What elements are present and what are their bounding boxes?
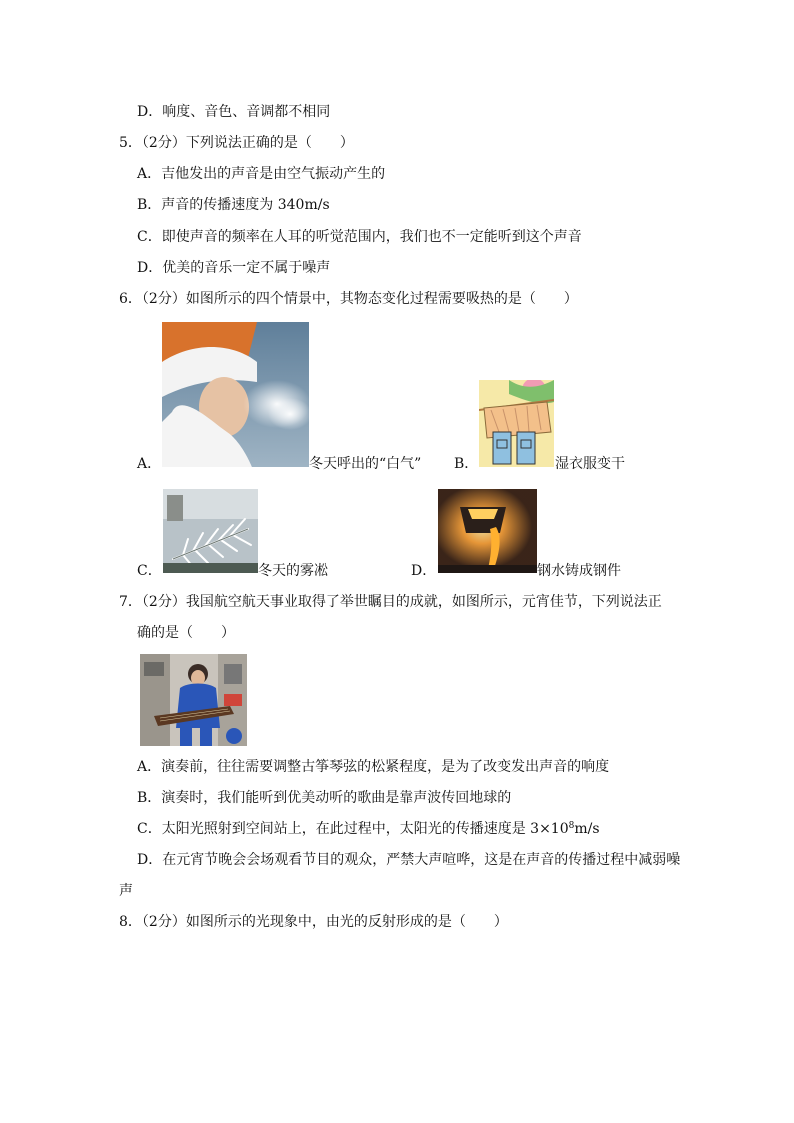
q5-option-a: A．吉他发出的声音是由空气振动产生的 — [137, 166, 386, 182]
rime-frost-photo — [163, 489, 258, 573]
q7-option-d-line2: 声 — [119, 883, 133, 899]
q6-option-d-caption: 钢水铸成钢件 — [537, 563, 621, 579]
q4-option-d: D．响度、音色、音调都不相同 — [137, 104, 331, 120]
santa-breath-photo — [162, 322, 309, 467]
q6-option-a-caption: 冬天呼出的“白气” — [309, 456, 422, 472]
astronaut-guzheng-photo — [140, 654, 247, 746]
q5-option-c: C．即使声音的频率在人耳的听觉范围内，我们也不一定能听到这个声音 — [137, 229, 582, 245]
q5-stem: 5．（2分）下列说法正确的是（ ） — [119, 135, 354, 151]
q7-option-c-unit: m/s — [574, 821, 600, 837]
q7-option-c-text: C．太阳光照射到空间站上，在此过程中，太阳光的传播速度是 3×10 — [137, 821, 569, 837]
q6-option-a-letter: A． — [137, 456, 162, 472]
molten-steel-photo — [438, 489, 537, 573]
q6-option-c-letter: C． — [137, 563, 162, 579]
q6-option-b-letter: B． — [454, 456, 479, 472]
q6-stem: 6．（2分）如图所示的四个情景中，其物态变化过程需要吸热的是（ ） — [119, 291, 578, 307]
q6-option-b-caption: 湿衣服变干 — [555, 456, 625, 472]
q6-option-c-caption: 冬天的雾凇 — [258, 563, 328, 579]
q7-option-b: B．演奏时，我们能听到优美动听的歌曲是靠声波传回地球的 — [137, 790, 512, 806]
q7-option-a: A．演奏前，往往需要调整古筝琴弦的松紧程度，是为了改变发出声音的响度 — [137, 759, 610, 775]
q6-option-d-letter: D． — [411, 563, 437, 579]
q7-option-c — [137, 819, 600, 839]
q5-option-d: D．优美的音乐一定不属于噪声 — [137, 260, 331, 276]
q8-stem: 8．（2分）如图所示的光现象中，由光的反射形成的是（ ） — [119, 914, 508, 930]
q7-stem-line1: 7．（2分）我国航空航天事业取得了举世瞩目的成就，如图所示，元宵佳节，下列说法正 — [119, 594, 662, 610]
q7-stem-line2: 确的是（ ） — [137, 625, 235, 641]
q7-option-c-exponent: 8 — [568, 821, 575, 831]
q7-option-d-line1: D．在元宵节晚会会场观看节目的观众，严禁大声喧哗，这是在声音的传播过程中减弱噪 — [137, 852, 681, 868]
q5-option-b: B．声音的传播速度为 340m/s — [137, 197, 330, 213]
drying-clothes-illustration — [479, 380, 554, 467]
